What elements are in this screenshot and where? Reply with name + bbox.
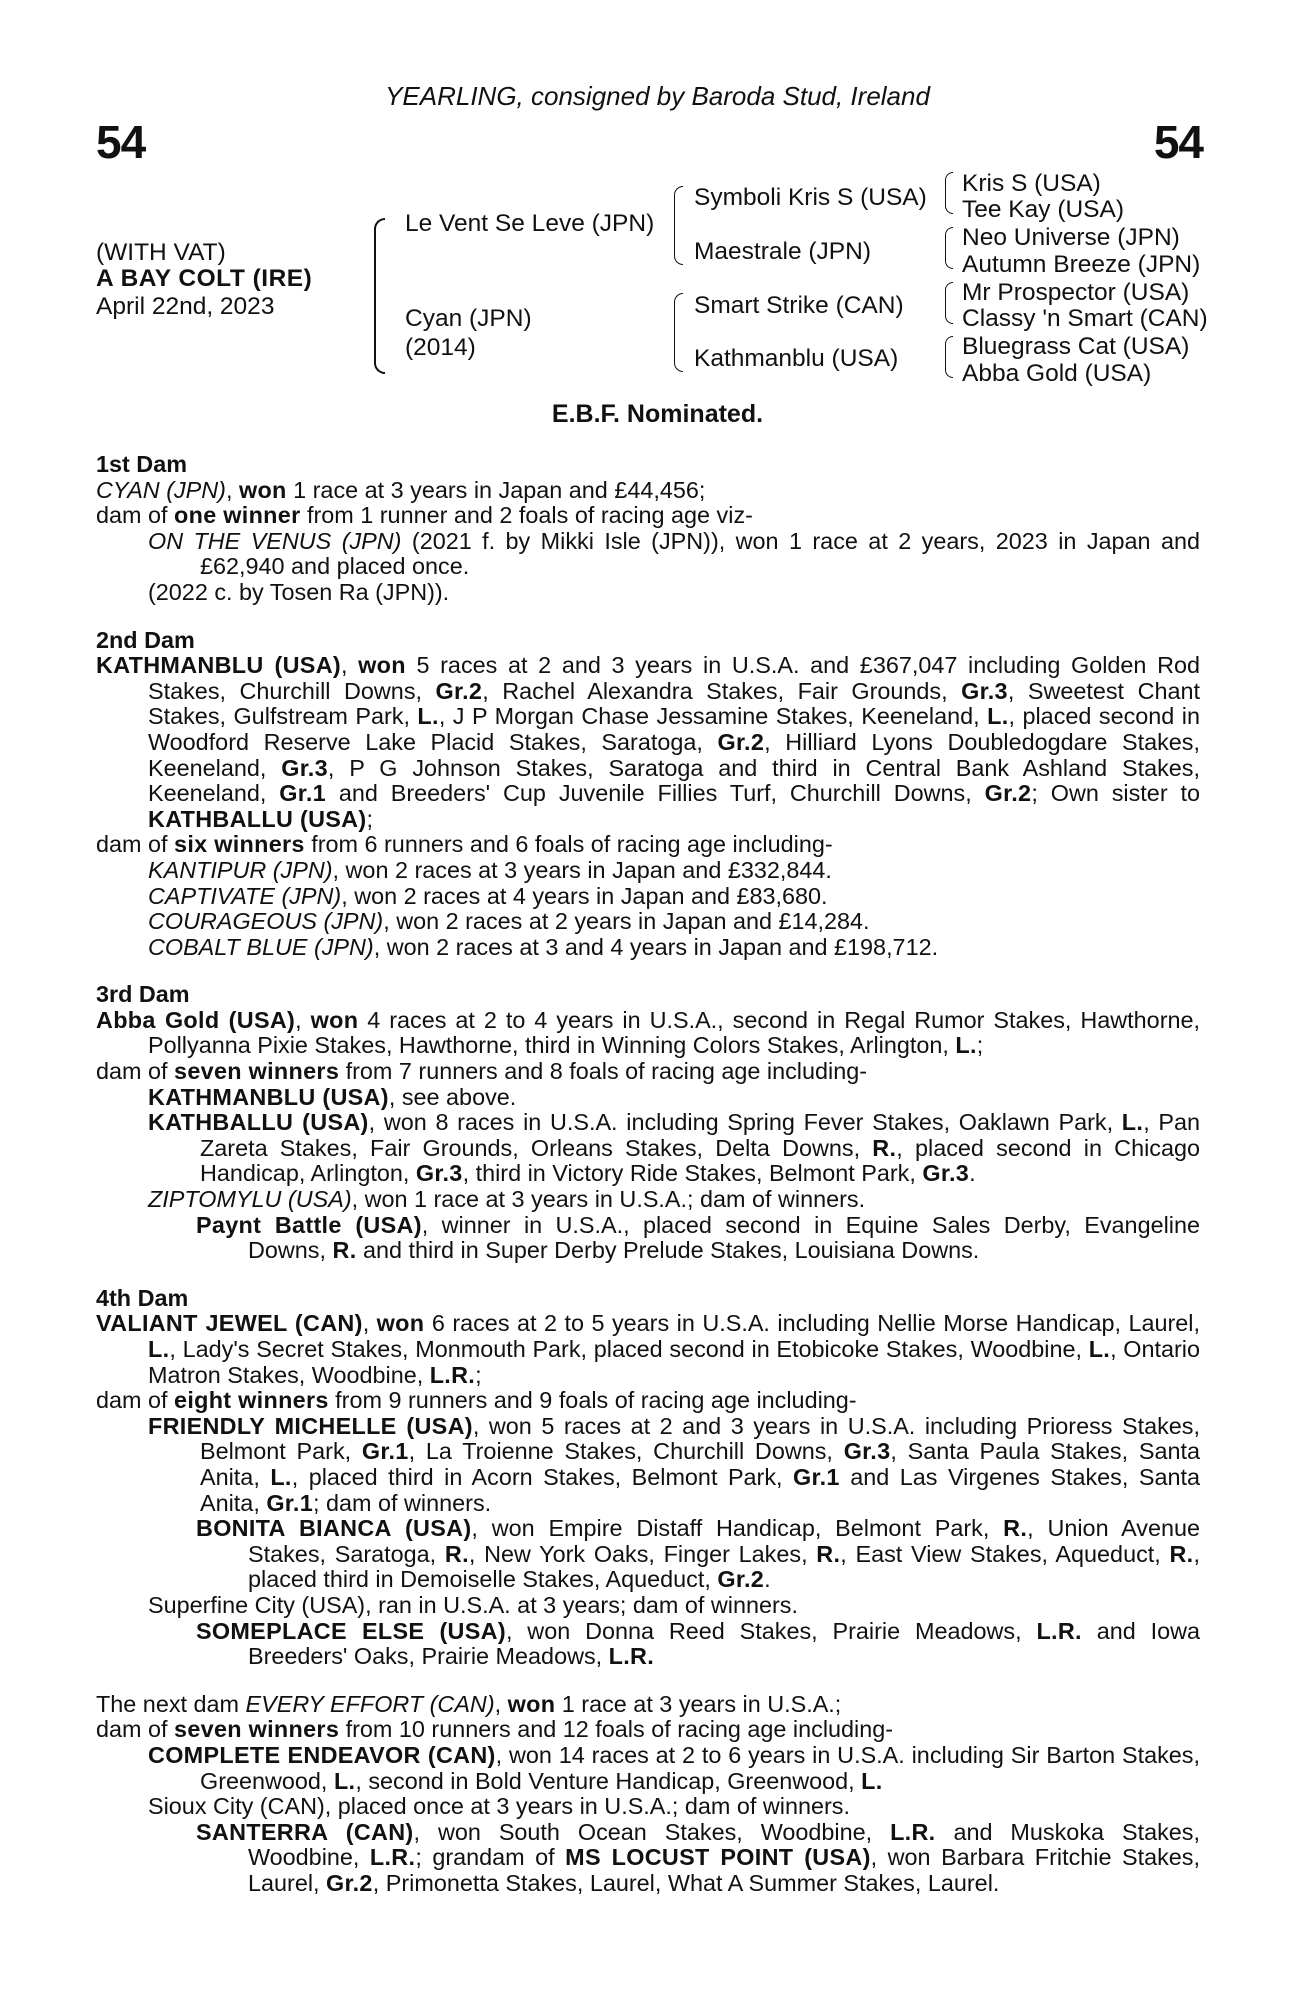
second-dam-produce-summary [96, 832, 1200, 858]
winners-count: seven winners [174, 1058, 340, 1085]
text: 6 races at 2 to 5 years in U.S.A. including Nellie Morse Handicap, Laurel, [424, 1310, 1200, 1337]
text: , second in Bold Venture Handicap, Greenwood, [355, 1767, 862, 1794]
text: and Iowa Breeders' Oaks, Prairie Meadows, [248, 1617, 1200, 1670]
text: , Sweetest Chant Stakes, Gulfstream Park, [148, 677, 1200, 730]
offspring-name: COURAGEOUS (JPN) [148, 908, 384, 935]
pedigree-dam-year: (2014) [405, 334, 476, 361]
race-grade: Gr.1 [361, 1438, 409, 1465]
offspring-name: ZIPTOMYLU (USA) [148, 1186, 352, 1213]
text: , [341, 652, 359, 679]
text: , Santa Paula Stakes, Santa Anita, [200, 1438, 1200, 1490]
race-grade: L.R. [429, 1361, 476, 1388]
text: and Las Virgenes Stakes, Santa Anita, [200, 1463, 1200, 1516]
text: The next dam [96, 1690, 246, 1717]
text: , winner in U.S.A., placed second in Equine Sales Derby, Evangeline Downs, [248, 1211, 1200, 1264]
text: , won Barbara Fritchie Stakes, Laurel, [248, 1844, 1200, 1896]
text: dam of [96, 1716, 175, 1743]
race-grade: Gr.1 [279, 780, 326, 807]
horse-name: A BAY COLT (IRE) [96, 265, 313, 292]
text: from 1 runner and 2 foals of racing age viz- [300, 502, 753, 529]
first-dam-produce-summary [96, 503, 1200, 529]
race-grade: Gr.3 [281, 754, 328, 781]
heading-fourth-dam: 4th Dam [96, 1284, 189, 1311]
won-label: won [376, 1310, 425, 1337]
third-dam-grand-offspring [96, 1213, 1200, 1264]
text: from 10 runners and 12 foals of racing age including- [339, 1716, 894, 1743]
text: , Hilliard Lyons Doubledogdare Stakes, Keeneland, [148, 728, 1201, 781]
text: (2021 f. by Mikki Isle (JPN)), won 1 race at 2 years, 2023 in Japan and £62,940 and placed once. [200, 527, 1201, 580]
pedigree-ssd: Tee Kay (USA) [962, 196, 1125, 223]
text: from 7 runners and 8 foals of racing age including- [339, 1058, 868, 1085]
text: , [362, 1310, 377, 1337]
winners-count: seven winners [174, 1716, 340, 1743]
offspring-name: FRIENDLY MICHELLE (USA) [148, 1412, 473, 1439]
dam-name: Abba Gold (USA) [96, 1006, 296, 1033]
consignment-subtitle: YEARLING, consigned by Baroda Stud, Ireland [385, 81, 930, 111]
text: and Breeders' Cup Juvenile Fillies Turf, Churchill Downs, [325, 780, 985, 807]
winners-count: six winners [174, 831, 305, 858]
text: , East View Stakes, Aqueduct, [840, 1540, 1170, 1567]
race-grade: L. [955, 1032, 977, 1059]
second-dam-offspring [96, 884, 1200, 910]
offspring-name: ON THE VENUS (JPN) [148, 527, 402, 554]
offspring-name: KATHMANBLU (USA) [148, 1083, 389, 1110]
pedigree-dam: Cyan (JPN) [405, 305, 532, 332]
pedigree-sire-sire: Symboli Kris S (USA) [694, 184, 927, 211]
fourth-dam-offspring: Superfine City (USA), ran in U.S.A. at 3 years; dam of winners. [148, 1591, 798, 1618]
race-grade: Gr.3 [843, 1438, 891, 1465]
text: ; dam of winners. [313, 1489, 492, 1516]
text: , Rachel Alexandra Stakes, Fair Grounds, [482, 677, 962, 704]
race-grade: L. [987, 703, 1009, 730]
text: , won 5 races at 2 and 3 years in U.S.A. including Prioress Stakes, Belmont Park, [200, 1412, 1201, 1465]
race-grade: Gr.1 [266, 1489, 314, 1516]
pedigree-brace-ss [945, 172, 953, 214]
pedigree-sire: Le Vent Se Leve (JPN) [405, 210, 655, 237]
second-dam-record [96, 653, 1200, 832]
text: , placed third in Demoiselle Stakes, Aqueduct, [248, 1540, 1200, 1593]
ebf-nominated: E.B.F. Nominated. [551, 400, 764, 428]
horse-dob: April 22nd, 2023 [96, 293, 275, 320]
text: from 9 runners and 9 foals of racing age including- [328, 1387, 857, 1414]
race-grade: L. [417, 703, 439, 730]
pedigree-ddd: Abba Gold (USA) [962, 360, 1152, 387]
sister-name: KATHBALLU (USA) [148, 805, 367, 832]
section-next-dam [96, 1692, 1200, 1897]
offspring-name: KATHBALLU (USA) [148, 1109, 369, 1136]
offspring-name: KANTIPUR (JPN) [148, 856, 333, 883]
pedigree-brace-dd [945, 336, 953, 378]
offspring-name: BONITA BIANCA (USA) [196, 1515, 472, 1542]
text: , third in Victory Ride Stakes, Belmont Park, [462, 1160, 923, 1187]
text: , won 2 races at 3 and 4 years in Japan and £198,712. [373, 933, 939, 960]
pedigree-sdd: Autumn Breeze (JPN) [962, 251, 1201, 278]
text: , placed second in Woodford Reserve Lake Placid Stakes, Saratoga, [148, 703, 1200, 755]
text: , won 14 races at 2 to 6 years in U.S.A. including Sir Barton Stakes, Greenwood, [200, 1741, 1200, 1794]
race-grade: L. [148, 1336, 170, 1362]
race-grade: R. [1169, 1540, 1194, 1567]
text: ; Own sister to [1031, 780, 1201, 807]
pedigree-brace-sd [945, 227, 953, 269]
third-dam-record [96, 1008, 1200, 1059]
text: , [295, 1006, 311, 1033]
text: , Lady's Secret Stakes, Monmouth Park, placed second in Etobicoke Stakes, Woodbine, [169, 1336, 1089, 1362]
text: , won 1 race at 3 years in U.S.A.; dam of winners. [351, 1186, 866, 1213]
lot-number-left: 54 [96, 116, 146, 168]
first-dam-record [96, 478, 1200, 504]
text: ; [475, 1361, 482, 1388]
text: , La Troienne Stakes, Churchill Downs, [408, 1438, 844, 1465]
text: 1 race at 3 years in U.S.A.; [555, 1690, 842, 1717]
race-grade: R. [1003, 1515, 1028, 1542]
text: ; [366, 805, 373, 832]
text: and third in Super Derby Prelude Stakes, Louisiana Downs. [356, 1237, 980, 1264]
pedigree-dsd: Classy 'n Smart (CAN) [962, 305, 1208, 332]
text: , [494, 1690, 508, 1717]
offspring-name: SANTERRA (CAN) [196, 1818, 414, 1845]
text: , J P Morgan Chase Jessamine Stakes, Keeneland, [438, 703, 988, 730]
text: 1 race at 3 years in Japan and £44,456; [286, 476, 706, 503]
text: , placed second in Chicago Handicap, Arlington, [200, 1134, 1200, 1187]
race-grade: L. [1121, 1109, 1144, 1136]
fourth-dam-offspring [96, 1414, 1200, 1516]
text: , won 8 races in U.S.A. including Spring Fever Stakes, Oaklawn Park, [368, 1109, 1122, 1136]
winners-count: eight winners [174, 1387, 329, 1414]
text: . [764, 1566, 771, 1593]
next-dam-record [96, 1692, 1200, 1718]
text: dam of [96, 502, 175, 529]
text: ; [976, 1032, 984, 1059]
text: , see above. [388, 1083, 517, 1110]
third-dam-offspring [96, 1085, 1200, 1111]
race-grade: R. [872, 1134, 897, 1161]
offspring-name: COBALT BLUE (JPN) [148, 933, 374, 960]
fourth-dam-grand-offspring [96, 1516, 1200, 1593]
text: , won 2 races at 3 years in Japan and £332,844. [332, 856, 832, 883]
race-grade: Gr.3 [415, 1160, 463, 1187]
race-grade: Gr.1 [793, 1463, 840, 1490]
race-grade: Gr.3 [922, 1160, 970, 1187]
pedigree-dam-sire: Smart Strike (CAN) [694, 292, 904, 319]
second-dam-offspring [96, 909, 1200, 935]
race-grade: R. [332, 1237, 357, 1264]
race-grade: L. [861, 1767, 883, 1794]
pedigree-sds: Neo Universe (JPN) [962, 224, 1180, 251]
race-grade: L.R. [608, 1643, 655, 1670]
grand-offspring-name: MS LOCUST POINT (USA) [565, 1844, 871, 1871]
second-dam-offspring [96, 858, 1200, 884]
pedigree-brace-dam [674, 293, 683, 372]
text: dam of [96, 831, 175, 858]
vat-note: (WITH VAT) [96, 239, 226, 266]
third-dam-produce-summary [96, 1059, 1200, 1085]
won-label: won [310, 1006, 359, 1033]
won-label: won [358, 652, 406, 679]
race-grade: Gr.2 [984, 780, 1032, 807]
race-grade: L.R. [369, 1844, 416, 1871]
text: , P G Johnson Stakes, Saratoga and third in Central Bank Ashland Stakes, Keeneland, [148, 754, 1200, 807]
next-dam-grand-offspring [96, 1820, 1200, 1897]
race-grade: Gr.2 [326, 1869, 373, 1896]
text: , Pan Zareta Stakes, Fair Grounds, Orleans Stakes, Delta Downs, [200, 1109, 1201, 1161]
race-grade: R. [444, 1540, 469, 1567]
text: ; grandam of [415, 1844, 566, 1871]
text: , [225, 476, 239, 503]
text: , won 2 races at 4 years in Japan and £83,680. [341, 882, 828, 909]
heading-third-dam: 3rd Dam [96, 981, 190, 1008]
first-dam-offspring: (2022 c. by Tosen Ra (JPN)). [148, 578, 450, 605]
text: . [969, 1160, 976, 1187]
section-second-dam [96, 628, 1200, 961]
pedigree-sss: Kris S (USA) [962, 170, 1101, 197]
section-third-dam [96, 982, 1200, 1264]
dam-name: VALIANT JEWEL (CAN) [96, 1310, 363, 1337]
offspring-name: CAPTIVATE (JPN) [148, 882, 342, 909]
race-grade: Gr.2 [435, 677, 483, 704]
text: from 6 runners and 6 foals of racing age including- [304, 831, 833, 858]
offspring-name: SOMEPLACE ELSE (USA) [196, 1617, 506, 1644]
pedigree-brace-ds [945, 282, 953, 324]
fourth-dam-record [96, 1311, 1200, 1388]
text: dam of [96, 1058, 175, 1085]
section-fourth-dam [96, 1286, 1200, 1670]
text: , won Empire Distaff Handicap, Belmont Park, [471, 1515, 1004, 1542]
dam-name: CYAN (JPN) [96, 476, 226, 503]
pedigree-brace-sire [674, 186, 683, 265]
catalogue-body [96, 452, 1200, 1918]
pedigree-brace-main [374, 218, 385, 374]
race-grade: L.R. [1036, 1617, 1082, 1644]
race-grade: R. [816, 1540, 841, 1567]
text: , won 2 races at 2 years in Japan and £14,284. [383, 908, 870, 935]
won-label: won [507, 1690, 556, 1717]
dam-name: EVERY EFFORT (CAN) [245, 1690, 495, 1717]
text: , placed third in Acorn Stakes, Belmont Park, [291, 1463, 794, 1490]
race-grade: L. [333, 1767, 356, 1794]
heading-second-dam: 2nd Dam [96, 626, 195, 653]
text: , Primonetta Stakes, Laurel, What A Summer Stakes, Laurel. [372, 1869, 1000, 1896]
second-dam-offspring [96, 935, 1200, 961]
heading-first-dam: 1st Dam [96, 451, 188, 477]
offspring-name: Paynt Battle (USA) [196, 1211, 422, 1238]
pedigree-dds: Bluegrass Cat (USA) [962, 333, 1190, 360]
first-dam-offspring [96, 529, 1200, 580]
race-grade: Gr.3 [961, 677, 1008, 704]
offspring-name: COMPLETE ENDEAVOR (CAN) [148, 1741, 496, 1768]
race-grade: L. [270, 1463, 292, 1490]
third-dam-offspring [96, 1110, 1200, 1187]
winners-count: one winner [174, 502, 301, 529]
race-grade: L.R. [890, 1818, 936, 1845]
fourth-dam-produce-summary [96, 1388, 1200, 1414]
fourth-dam-grand-offspring [96, 1619, 1200, 1670]
lot-number-right: 54 [1153, 116, 1203, 168]
pedigree-sire-dam: Maestrale (JPN) [694, 238, 871, 265]
race-grade: Gr.2 [717, 728, 765, 755]
dam-name: KATHMANBLU (USA) [96, 652, 341, 679]
race-grade: L. [1088, 1336, 1111, 1362]
text: , Union Avenue Stakes, Saratoga, [248, 1515, 1200, 1567]
next-dam-offspring [96, 1743, 1200, 1794]
text: dam of [96, 1387, 175, 1414]
text: , New York Oaks, Finger Lakes, [468, 1540, 817, 1567]
next-dam-offspring: Sioux City (CAN), placed once at 3 years in U.S.A.; dam of winners. [148, 1793, 851, 1820]
pedigree-dam-dam: Kathmanblu (USA) [694, 345, 899, 372]
text: , won South Ocean Stakes, Woodbine, [413, 1818, 891, 1845]
section-first-dam [96, 452, 1200, 606]
text: , won Donna Reed Stakes, Prairie Meadows, [505, 1617, 1037, 1644]
text: 4 races at 2 to 4 years in U.S.A., second in Regal Rumor Stakes, Hawthorne, Pollyanna Pixie Stakes, Hawthorne, third in Winning Colors Stakes, Arlington, [148, 1006, 1200, 1059]
text: , Ontario Matron Stakes, Woodbine, [148, 1336, 1200, 1388]
third-dam-offspring [96, 1187, 1200, 1213]
won-label: won [238, 476, 287, 503]
pedigree-dss: Mr Prospector (USA) [962, 279, 1190, 306]
race-grade: Gr.2 [717, 1566, 765, 1593]
next-dam-produce-summary [96, 1717, 1200, 1743]
text: and Muskoka Stakes, Woodbine, [248, 1818, 1200, 1871]
text: 5 races at 2 and 3 years in U.S.A. and £367,047 including Golden Rod Stakes, Churchill Downs, [148, 652, 1200, 704]
